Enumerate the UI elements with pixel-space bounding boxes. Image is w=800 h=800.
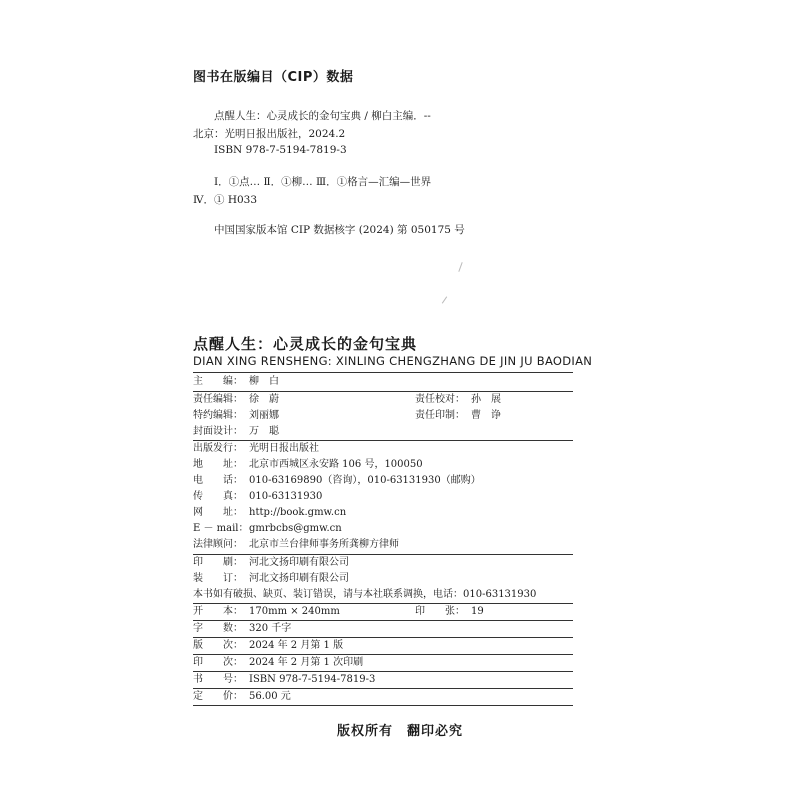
spec-row-edition (193, 638, 573, 654)
cip-line-classification: Ⅰ．①点… Ⅱ．①柳… Ⅲ．①格言—汇编—世界 (214, 176, 432, 188)
cip-line-isbn: ISBN 978-7-5194-7819-3 (214, 144, 347, 156)
phone-value: 010-63169890（咨询），010-63131930（邮购） (249, 475, 481, 486)
credit-row-editor (193, 374, 573, 390)
address-label: 地 址： (193, 459, 243, 470)
damage-notice: 本书如有破损、缺页、装订错误，请与本社联系调换，电话：010-63131930 (193, 589, 537, 600)
impression-label: 印 次： (193, 657, 243, 668)
editor-value: 柳 白 (249, 376, 279, 387)
cip-title: 图书在版编目（CIP）数据 (193, 70, 354, 85)
spec-row-price (193, 689, 573, 705)
fax-label: 传 真： (193, 491, 243, 502)
publisher-row-fax (193, 489, 573, 505)
edition-value: 2024 年 2 月第 1 版 (249, 640, 344, 651)
resp-editor-label: 责任编辑： (193, 394, 243, 405)
format-value: 170mm × 240mm (249, 606, 340, 617)
format-label: 开 本： (193, 606, 243, 617)
special-editor-label: 特约编辑： (193, 410, 243, 421)
sheets-value: 19 (471, 606, 484, 617)
impression-value: 2024 年 2 月第 1 次印刷 (249, 657, 364, 668)
website-value: http://book.gmw.cn (249, 507, 347, 518)
publisher-row-address (193, 457, 573, 473)
editor-label: 主 编： (193, 376, 243, 387)
printer-label: 印 刷： (193, 557, 243, 568)
price-value: 56.00 元 (249, 691, 291, 702)
word-count-value: 320 千字 (249, 623, 292, 634)
book-title-en: DIAN XING RENSHENG: XINLING CHENGZHANG DE JIN JU BAODIAN (193, 354, 593, 368)
phone-label: 电 话： (193, 475, 243, 486)
website-label: 网 址： (193, 507, 243, 518)
credit-row-special-editor (193, 408, 573, 424)
email-value: gmrbcbs@gmw.cn (249, 523, 342, 534)
publisher-row-issuer (193, 441, 573, 457)
printer-value: 河北文扬印刷有限公司 (249, 557, 349, 568)
cip-line-verification: 中国国家版本馆 CIP 数据核字 (2024) 第 050175 号 (214, 224, 465, 236)
address-value: 北京市西城区永安路 106 号，100050 (249, 459, 423, 470)
price-label: 定 价： (193, 691, 243, 702)
email-label: E － mail： (193, 523, 249, 534)
spec-row-words (193, 621, 573, 637)
special-editor-value: 刘丽娜 (249, 410, 279, 421)
cip-line-publisher: 北京：光明日报出版社，2024.2 (193, 128, 346, 140)
copyright-notice: 版权所有 翻印必究 (336, 724, 463, 739)
printing-row-notice (193, 587, 573, 603)
isbn-value: ISBN 978-7-5194-7819-3 (249, 674, 376, 685)
credit-row-cover (193, 424, 573, 440)
cover-designer-value: 万 聪 (249, 426, 279, 437)
print-manager-value: 曹 诤 (471, 410, 501, 421)
issuer-label: 出版发行： (193, 443, 243, 454)
publisher-row-web (193, 505, 573, 521)
publisher-row-email (193, 521, 573, 537)
spec-row-isbn (193, 672, 573, 688)
word-count-label: 字 数： (193, 623, 243, 634)
legal-counsel-value: 北京市兰台律师事务所龚柳方律师 (249, 539, 399, 550)
scan-speck (442, 296, 447, 303)
publisher-row-legal (193, 537, 573, 553)
scan-speck (458, 262, 462, 272)
resp-editor-value: 徐 蔚 (249, 394, 279, 405)
proofreader-label: 责任校对： (415, 394, 465, 405)
isbn-label: 书 号： (193, 674, 243, 685)
credit-row-resp-editor (193, 392, 573, 408)
edition-label: 版 次： (193, 640, 243, 651)
issuer-value: 光明日报出版社 (249, 443, 319, 454)
print-manager-label: 责任印制： (415, 410, 465, 421)
proofreader-value: 孙 展 (471, 394, 501, 405)
printing-row-printer (193, 555, 573, 571)
cip-line-class-code: Ⅳ．① H033 (193, 194, 258, 206)
spec-row-format (193, 604, 573, 620)
cip-line-title: 点醒人生：心灵成长的金句宝典 / 柳白主编．-- (214, 110, 431, 122)
fax-value: 010-63131930 (249, 491, 323, 502)
cover-designer-label: 封面设计： (193, 426, 243, 437)
printing-row-binder (193, 571, 573, 587)
book-title-cn: 点醒人生：心灵成长的金句宝典 (193, 335, 418, 353)
publisher-row-phone (193, 473, 573, 489)
divider (193, 372, 573, 373)
spec-row-impression (193, 655, 573, 671)
sheets-label: 印 张： (415, 606, 465, 617)
legal-counsel-label: 法律顾问： (193, 539, 243, 550)
binder-label: 装 订： (193, 573, 243, 584)
divider (193, 705, 573, 706)
binder-value: 河北文扬印刷有限公司 (249, 573, 349, 584)
